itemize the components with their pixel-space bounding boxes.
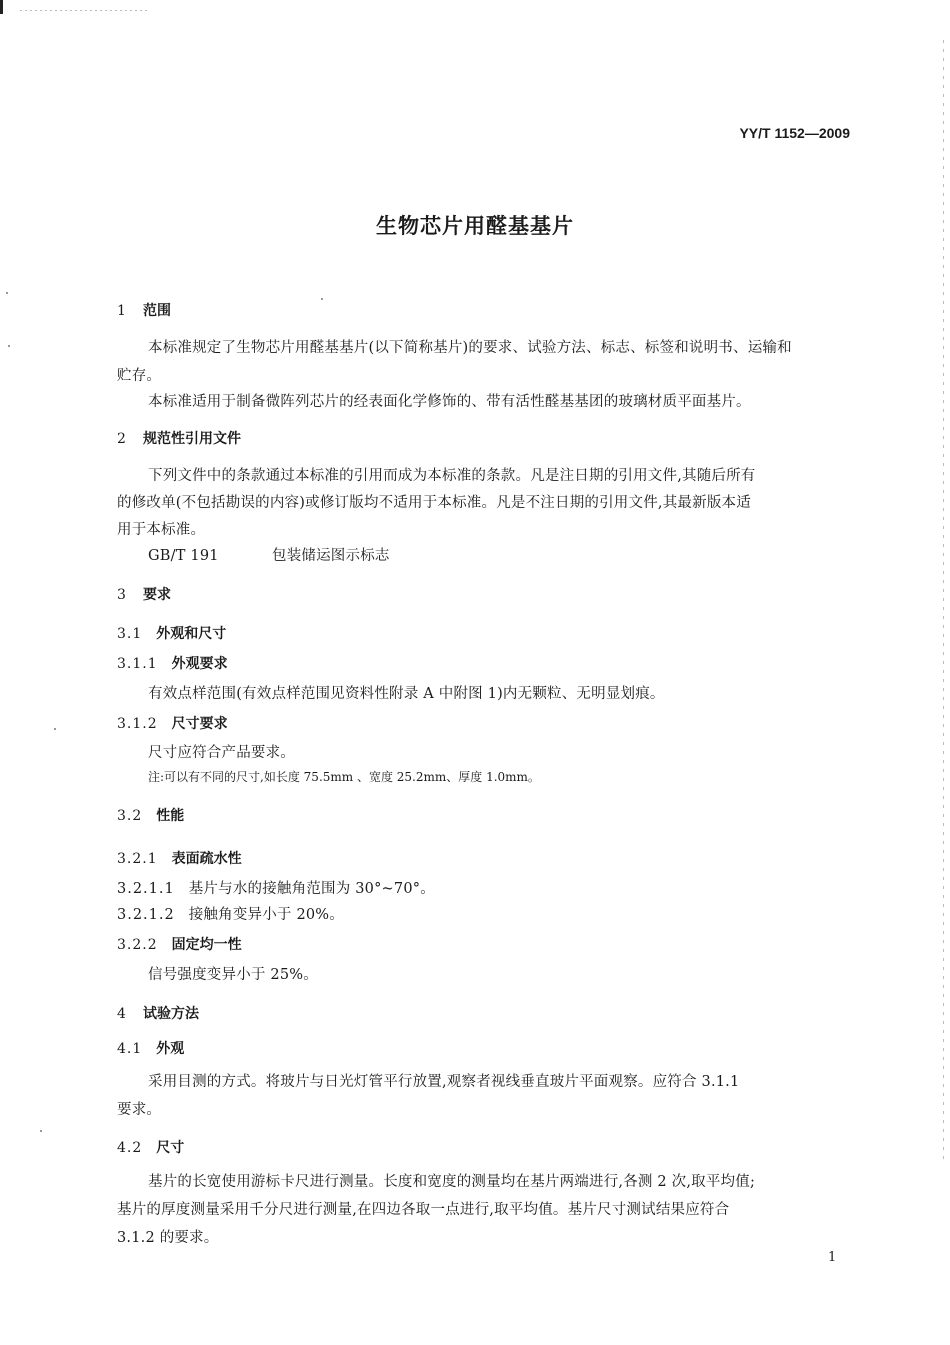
section-number: 3.1.2 xyxy=(117,716,158,732)
section-3-2-heading xyxy=(117,805,184,825)
s4-2-text-line-3: 3.1.2 的要求。 xyxy=(117,1230,219,1246)
section-4-heading xyxy=(117,1003,199,1023)
section-2-heading xyxy=(117,428,241,448)
s3-1-2-note: 注:可以有不同的尺寸,如长度 75.5mm 、宽度 25.2mm、厚度 1.0mm。 xyxy=(148,770,540,784)
section-title: 性能 xyxy=(156,808,185,824)
section-title: 尺寸 xyxy=(156,1140,185,1156)
section-number: 4 xyxy=(117,1006,126,1022)
section-3-1-2-heading xyxy=(117,713,228,733)
section-number: 4.1 xyxy=(117,1041,143,1057)
s4-2-text-line-2: 基片的厚度测量采用千分尺进行测量,在四边各取一点进行,取平均值。基片尺寸测试结果应符合 xyxy=(117,1202,730,1218)
section-title: 外观 xyxy=(156,1041,185,1057)
section-number: 4.2 xyxy=(117,1140,143,1156)
section-4-2-heading xyxy=(117,1137,184,1157)
scan-speck xyxy=(6,292,8,294)
reference-title: 包装储运图示标志 xyxy=(272,548,390,564)
scan-top-rule xyxy=(20,10,150,11)
s3-1-1-text: 有效点样范围(有效点样范围见资料性附录 A 中附图 1)内无颗粒、无明显划痕。 xyxy=(148,686,665,702)
scan-speck xyxy=(321,298,323,300)
s4-1-text-line-2: 要求。 xyxy=(117,1102,162,1118)
s3-2-1-1-clause xyxy=(117,877,435,898)
s3-1-2-text: 尺寸应符合产品要求。 xyxy=(148,745,295,761)
section-3-2-1-heading xyxy=(117,848,242,868)
section-number: 3.2.2 xyxy=(117,937,158,953)
scan-speck xyxy=(40,1130,42,1132)
section-title: 尺寸要求 xyxy=(171,716,228,732)
standard-code: YY/T 1152—2009 xyxy=(739,125,850,141)
s1-paragraph-1-line-2: 贮存。 xyxy=(117,368,162,384)
section-title: 范围 xyxy=(143,303,171,319)
s2-paragraph-line-2: 的修改单(不包括勘误的内容)或修订版均不适用于本标准。凡是不注日期的引用文件,其最新版本适 xyxy=(117,495,751,511)
s1-paragraph-2: 本标准适用于制备微阵列芯片的经表面化学修饰的、带有活性醛基基团的玻璃材质平面基片。 xyxy=(148,394,751,410)
section-title: 表面疏水性 xyxy=(171,851,242,867)
section-title: 规范性引用文件 xyxy=(143,431,241,447)
section-number: 3.2.1 xyxy=(117,851,158,867)
section-number: 3.2 xyxy=(117,808,143,824)
section-number: 3.1 xyxy=(117,626,143,642)
section-3-heading xyxy=(117,584,171,604)
section-number: 1 xyxy=(117,303,126,319)
section-number: 3 xyxy=(117,587,126,603)
section-title: 固定均一性 xyxy=(171,937,242,953)
s3-2-2-text: 信号强度变异小于 25%。 xyxy=(148,967,318,983)
s4-2-text-line-1: 基片的长宽使用游标卡尺进行测量。长度和宽度的测量均在基片两端进行,各测 2 次,取平均值; xyxy=(148,1174,756,1190)
section-number: 3.1.1 xyxy=(117,656,158,672)
reference-code: GB/T 191 xyxy=(148,548,219,564)
clause-number: 3.2.1.2 xyxy=(117,907,175,923)
scan-speck xyxy=(8,345,10,347)
clause-text: 接触角变异小于 20%。 xyxy=(188,907,344,923)
clause-text: 基片与水的接触角范围为 30°~70°。 xyxy=(188,881,435,897)
document-title: 生物芯片用醛基基片 xyxy=(376,214,574,238)
s3-2-1-2-clause xyxy=(117,903,344,924)
section-3-1-1-heading xyxy=(117,653,228,673)
s4-1-text-line-1: 采用目测的方式。将玻片与日光灯管平行放置,观察者视线垂直玻片平面观察。应符合 3.1.1 xyxy=(148,1074,740,1090)
section-title: 外观要求 xyxy=(171,656,228,672)
s2-paragraph-line-1: 下列文件中的条款通过本标准的引用而成为本标准的条款。凡是注日期的引用文件,其随后所有 xyxy=(148,468,756,484)
scan-speck xyxy=(54,728,56,730)
normative-reference xyxy=(148,544,390,565)
scan-right-rule xyxy=(943,40,944,1160)
clause-number: 3.2.1.1 xyxy=(117,881,175,897)
page-number: 1 xyxy=(828,1250,837,1265)
section-title: 试验方法 xyxy=(143,1006,199,1022)
section-4-1-heading xyxy=(117,1038,184,1058)
s1-paragraph-1-line-1: 本标准规定了生物芯片用醛基基片(以下简称基片)的要求、试验方法、标志、标签和说明书、运输和 xyxy=(148,340,792,356)
section-title: 外观和尺寸 xyxy=(156,626,227,642)
section-3-1-heading xyxy=(117,623,226,643)
section-number: 2 xyxy=(117,431,126,447)
section-1-heading xyxy=(117,300,171,320)
scan-edge-mark xyxy=(0,0,3,14)
section-3-2-2-heading xyxy=(117,934,242,954)
s2-paragraph-line-3: 用于本标准。 xyxy=(117,522,206,538)
section-title: 要求 xyxy=(143,587,171,603)
